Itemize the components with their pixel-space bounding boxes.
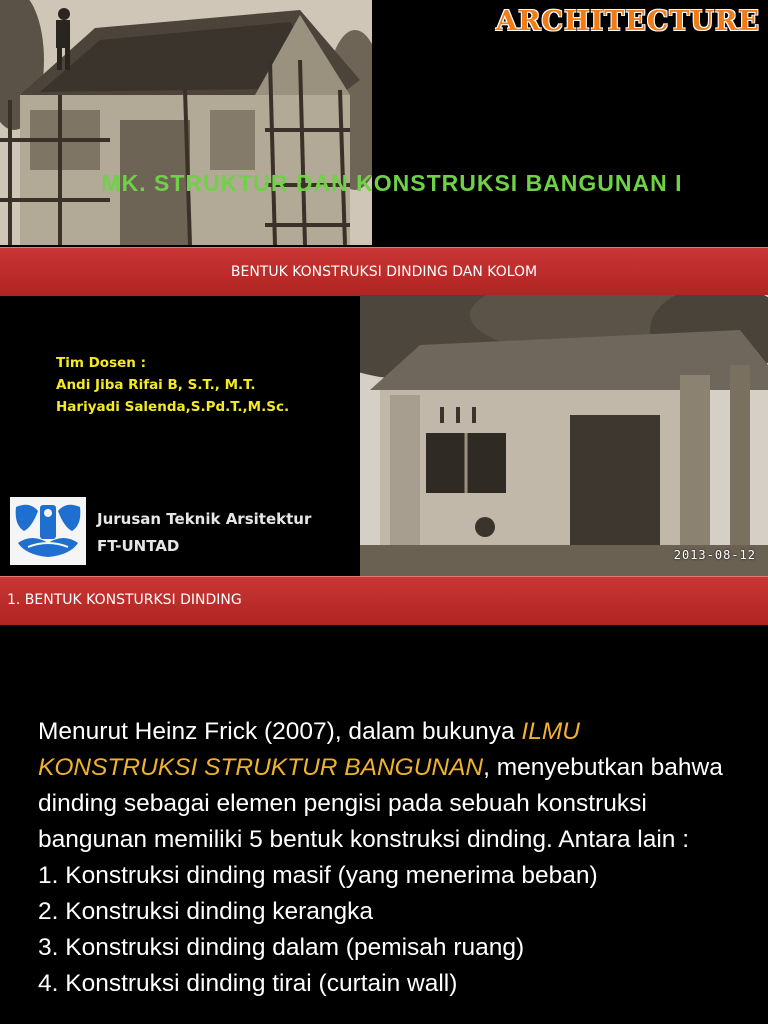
list-item: 4. Konstruksi dinding tirai (curtain wall)	[38, 970, 458, 997]
architecture-brand-title: ARCHITECTURE	[496, 6, 760, 37]
list-item: 2. Konstruksi dinding kerangka	[38, 898, 374, 925]
section-banner	[0, 576, 768, 625]
content-slide	[0, 576, 768, 1024]
section-title: 1. BENTUK KONSTURKSI DINDING	[7, 592, 242, 608]
topic-banner	[0, 247, 768, 296]
team-label: Tim Dosen :	[56, 355, 146, 371]
house-photo	[360, 295, 768, 576]
intro-paragraph	[38, 714, 738, 858]
lecturer-team	[56, 352, 289, 418]
team-member: Andi Jiba Rifai B, S.T., M.T.	[56, 377, 256, 393]
list-item: 3. Konstruksi dinding dalam (pemisah ruang)	[38, 934, 525, 961]
department-name: Jurusan Teknik Arsitektur	[97, 510, 312, 528]
book-title: ILMU KONSTRUKSI STRUKTUR BANGUNAN	[38, 718, 580, 781]
topic-title: BENTUK KONSTRUKSI DINDING DAN KOLOM	[230, 264, 538, 280]
team-member: Hariyadi Salenda,S.Pd.T.,M.Sc.	[56, 399, 290, 415]
wall-types-list	[38, 858, 738, 1002]
intro-text-continued: , menyebutkan bahwa dinding sebagai elemen pengisi pada sebuah konstruksi bangunan memiliki 5 bentuk konstruksi dinding. Antara lain :	[38, 754, 723, 853]
department-info	[97, 506, 311, 560]
photo-date-stamp: 2013-08-12	[673, 548, 756, 562]
untad-university-logo-icon	[10, 497, 86, 565]
course-title: MK. STRUKTUR DAN KONSTRUKSI BANGUNAN I	[101, 170, 683, 196]
intro-text: Menurut Heinz Frick (2007), dalam bukunya	[38, 718, 522, 745]
slide-body	[38, 714, 738, 1002]
faculty-name: FT-UNTAD	[97, 537, 180, 555]
list-item: 1. Konstruksi dinding masif (yang menerima beban)	[38, 862, 598, 889]
construction-photo	[0, 0, 372, 245]
